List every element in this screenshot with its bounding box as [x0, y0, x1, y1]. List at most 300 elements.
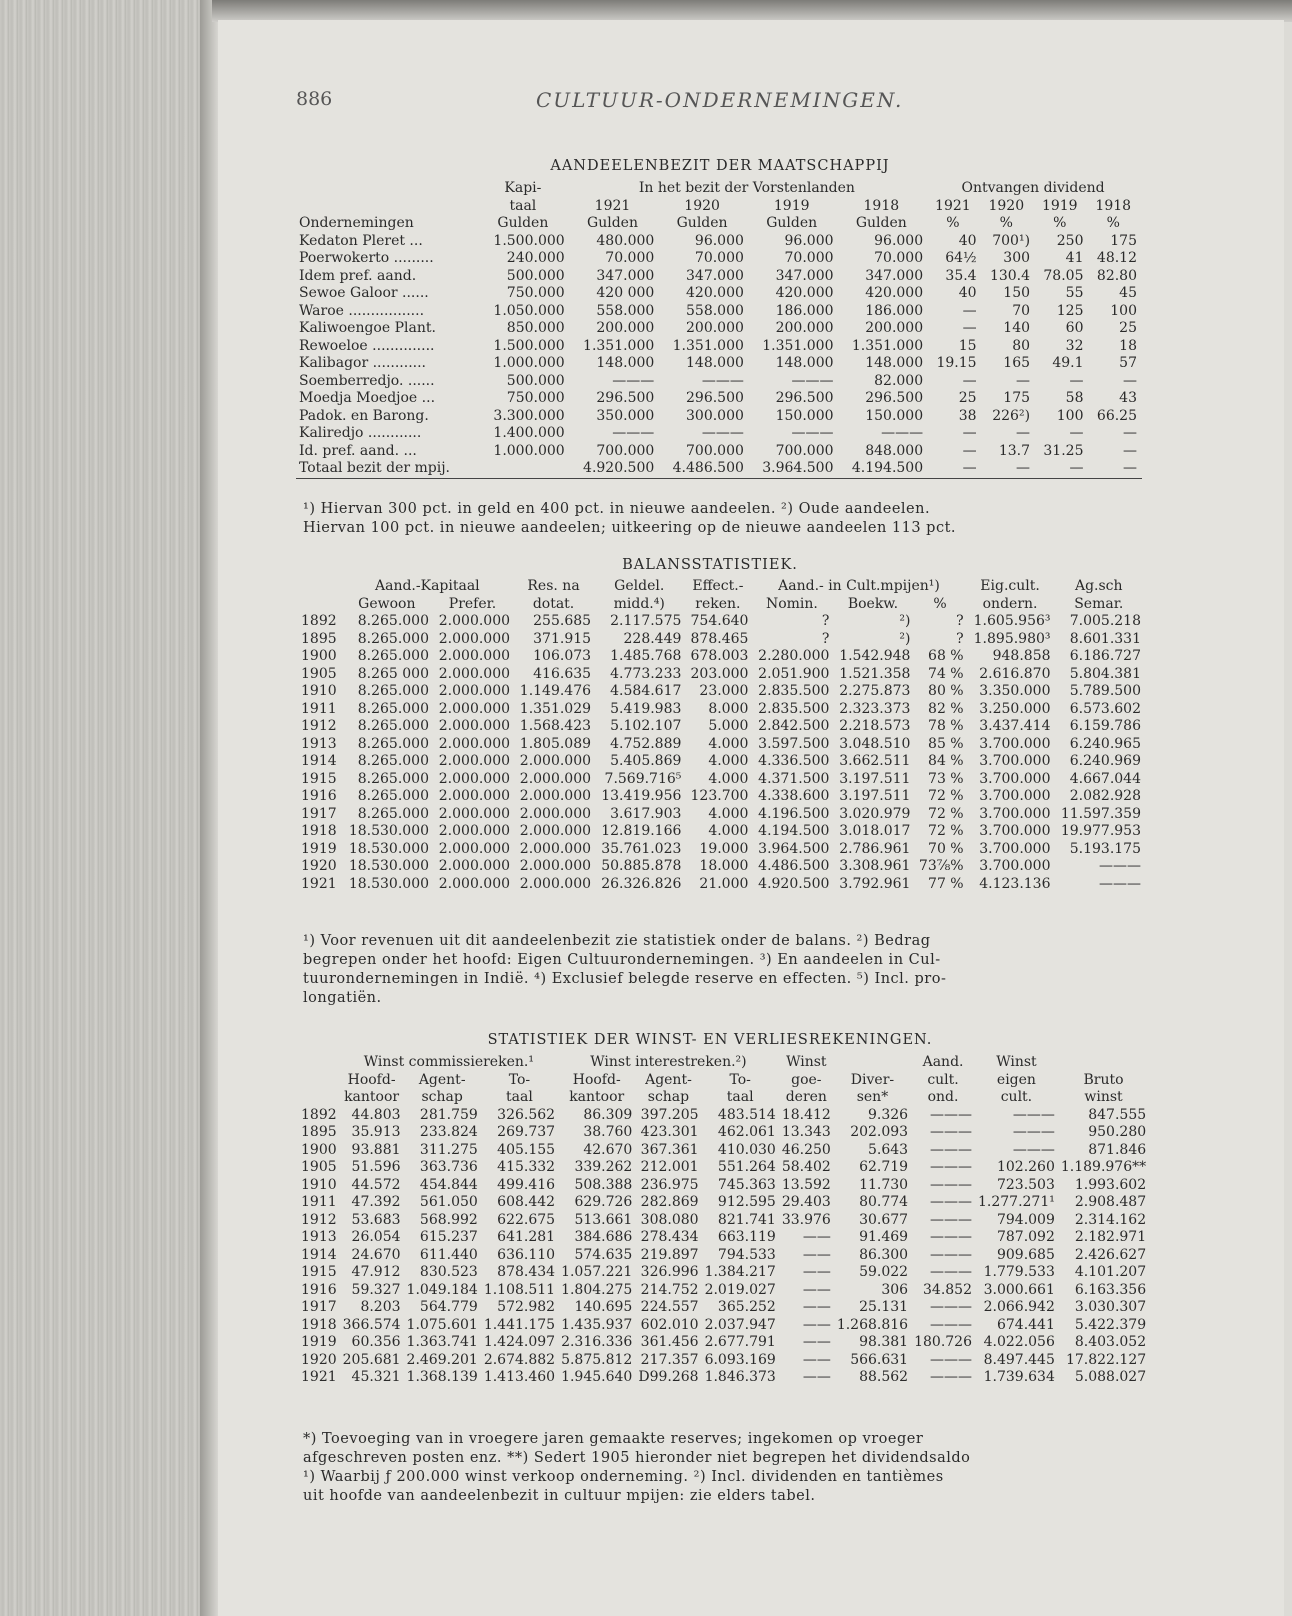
- table-cell: 1912: [301, 1211, 337, 1228]
- table-cell: 86.309: [583, 1106, 633, 1123]
- table-cell: 7.569.716⁵: [604, 770, 682, 787]
- table-cell: 1.149.476: [519, 683, 592, 699]
- table-cell: 2.842.500: [758, 718, 830, 734]
- table-cell: 1918: [1095, 197, 1132, 214]
- table-cell: 31.25: [1043, 442, 1084, 459]
- table-cell: 674.441: [996, 1316, 1055, 1333]
- table-cell: 224.557: [640, 1299, 699, 1315]
- header-row: [296, 215, 1140, 233]
- table-cell: 1910: [301, 683, 337, 699]
- table-cell: 212.001: [640, 1159, 699, 1175]
- table-cell: 43: [1119, 390, 1137, 406]
- table-cell: 40: [958, 232, 977, 249]
- page-number: 886: [296, 88, 333, 110]
- table-cell: 165: [1003, 355, 1031, 371]
- table-cell: Boekw.: [847, 595, 899, 612]
- table-cell: ——: [802, 1229, 831, 1245]
- table-cell: 18.530.000: [348, 823, 430, 839]
- table-cell: —: [1123, 372, 1137, 389]
- table-cell: 568.992: [419, 1211, 478, 1228]
- table-cell: 203.000: [690, 665, 749, 682]
- table-row: [298, 1177, 1149, 1195]
- table-cell: 2.019.027: [704, 1281, 776, 1298]
- table-cell: 2.000.000: [438, 823, 511, 839]
- table-cell: 17.822.127: [1065, 1351, 1147, 1368]
- table-row: [298, 1142, 1149, 1160]
- table-cell: 566.631: [850, 1351, 909, 1368]
- section-title-aandeelenbezit: AANDEELENBEZIT DER MAATSCHAPPIJ: [550, 158, 890, 174]
- table-cell: 1920: [301, 858, 337, 874]
- table-cell: ——: [802, 1264, 831, 1280]
- table-cell: Winst interestreken.²): [590, 1054, 747, 1070]
- table-cell: 4.486.500: [672, 460, 744, 476]
- table-cell: 24.670: [351, 1246, 401, 1263]
- table-cell: 2.835.500: [758, 683, 830, 699]
- table-cell: 219.897: [640, 1246, 699, 1263]
- table-cell: ondern.: [982, 595, 1038, 612]
- table-cell: 140: [1003, 320, 1031, 336]
- table-cell: 12.819.166: [601, 823, 682, 839]
- table-cell: 1914: [301, 753, 337, 769]
- table-cell: 1919: [301, 840, 337, 857]
- table-cell: 300.000: [686, 407, 744, 424]
- book-page-edges: [0, 0, 212, 1616]
- table-cell: 2.323.373: [839, 700, 911, 717]
- table-cell: 2.275.873: [839, 683, 911, 699]
- table-cell: 1921: [594, 197, 631, 214]
- table-row: [298, 1229, 1149, 1247]
- table-cell: 296.500: [596, 390, 655, 406]
- table-cell: ?: [956, 613, 964, 629]
- table-cell: 269.737: [497, 1124, 556, 1140]
- table-cell: 70.000: [605, 250, 655, 266]
- table-cell: ———: [1099, 875, 1141, 892]
- table-cell: Moedja Moedjoe ...: [299, 390, 436, 406]
- table-cell: 615.237: [419, 1229, 478, 1245]
- table-cell: 64½: [945, 250, 977, 266]
- table-cell: 236.975: [640, 1176, 699, 1193]
- table-cell: 70.000: [694, 250, 744, 266]
- table-cell: 281.759: [419, 1106, 478, 1123]
- table-cell: Aand.-Kapitaal: [375, 578, 480, 594]
- table-cell: ———: [930, 1141, 972, 1158]
- table-cell: 91.469: [859, 1229, 909, 1245]
- table-cell: 80: [1012, 337, 1031, 354]
- table-cell: 175: [1110, 232, 1137, 249]
- table-cell: 1.277.271¹: [978, 1194, 1055, 1210]
- table-row: [296, 355, 1140, 373]
- table-cell: 29.403: [781, 1194, 831, 1210]
- table-cell: 1.189.976**: [1060, 1159, 1147, 1175]
- table-cell: 57: [1119, 355, 1137, 371]
- table-cell: 1913: [301, 1229, 337, 1245]
- table-cell: ———: [930, 1229, 972, 1245]
- table-cell: 4.486.500: [758, 858, 830, 874]
- footnote-line: ¹) Waarbij ƒ 200.000 winst verkoop onderneming. ²) Incl. dividenden en tantièmes: [303, 1469, 944, 1485]
- table-cell: 66.25: [1096, 407, 1137, 424]
- table-cell: taal: [726, 1089, 754, 1105]
- table-cell: 33.976: [781, 1211, 831, 1228]
- table-cell: 366.574: [342, 1316, 401, 1333]
- table-cell: 1.779.533: [983, 1264, 1055, 1280]
- table-cell: [1058, 1054, 1149, 1072]
- table-cell: 2.000.000: [519, 788, 592, 804]
- table-row: [296, 285, 1140, 303]
- table-cell: 4.667.044: [1069, 770, 1141, 787]
- table-cell: 123.700: [690, 788, 749, 804]
- header-row: [298, 1089, 1149, 1107]
- table-cell: 5.405.869: [610, 753, 682, 769]
- table-cell: 1.351.000: [672, 337, 744, 354]
- table-cell: 35.761.023: [601, 840, 682, 857]
- table-cell: Kedaton Pleret ...: [299, 232, 423, 249]
- table-cell: 1.384.217: [704, 1264, 776, 1280]
- table-cell: 186.000: [775, 302, 834, 319]
- table-cell: ———: [1099, 858, 1141, 874]
- table-cell: 3.048.510: [839, 735, 911, 752]
- table-cell: 8.265.000: [357, 700, 430, 717]
- table-cell: Effect.-: [692, 578, 744, 594]
- table-cell: 8.203: [360, 1299, 401, 1315]
- table-cell: 750.000: [506, 285, 565, 301]
- table-cell: 462.061: [717, 1124, 776, 1140]
- table-cell: 347.000: [865, 267, 924, 284]
- table-cell: 8.497.445: [983, 1351, 1055, 1368]
- table-cell: 82.000: [874, 372, 924, 389]
- table-cell: 47.392: [351, 1194, 401, 1210]
- table-cell: 70.000: [874, 250, 924, 266]
- table-cell: schap: [421, 1089, 463, 1105]
- table-cell: 148.000: [686, 355, 744, 371]
- table-cell: ond.: [927, 1089, 959, 1105]
- header-row: [298, 1054, 1149, 1072]
- table-cell: ———: [930, 1299, 972, 1315]
- table-cell: 1920: [301, 1351, 337, 1368]
- table-cell: ———: [701, 372, 744, 389]
- table-cell: 1.521.358: [839, 665, 911, 682]
- table-cell: 1900: [301, 1141, 337, 1158]
- table-cell: 3.617.903: [610, 805, 682, 822]
- table-cell: 8.265.000: [357, 770, 430, 787]
- table-cell: 551.264: [717, 1159, 776, 1175]
- table-cell: 186.000: [865, 302, 924, 319]
- table-cell: 100: [1110, 302, 1137, 319]
- table-cell: 4.196.500: [758, 805, 830, 822]
- table-cell: 6.093.169: [704, 1351, 776, 1368]
- table-cell: 130.4: [989, 267, 1031, 284]
- table-cell: 53.683: [351, 1211, 401, 1228]
- table-cell: 1913: [301, 735, 337, 752]
- table-cell: 2.000.000: [438, 735, 511, 752]
- table-cell: 77 %: [928, 875, 964, 892]
- table-cell: 296.500: [865, 390, 924, 406]
- table-cell: Kapi-: [504, 180, 542, 196]
- total-rule: [296, 478, 1142, 479]
- table-cell: ———: [1012, 1106, 1055, 1123]
- table-cell: 1.424.097: [483, 1334, 556, 1350]
- table-cell: 68 %: [928, 648, 964, 664]
- table-cell: goe-: [791, 1071, 822, 1088]
- table-cell: 2.000.000: [519, 875, 592, 892]
- table-cell: 787.092: [996, 1229, 1055, 1245]
- table-cell: 2.674.882: [483, 1351, 556, 1368]
- table-cell: [834, 1054, 911, 1072]
- table-cell: 59.327: [351, 1281, 401, 1298]
- table-cell: reken.: [695, 595, 741, 612]
- table-row: [298, 823, 1144, 841]
- table-cell: ———: [1012, 1124, 1055, 1140]
- table-cell: Gulden: [587, 215, 638, 231]
- table-cell: 384.686: [574, 1229, 633, 1245]
- table-cell: 3.308.961: [839, 858, 911, 874]
- table-cell: 1919: [1041, 197, 1078, 214]
- table-cell: 96.000: [694, 232, 744, 249]
- table-cell: 19.15: [936, 355, 977, 371]
- table-cell: 26.054: [351, 1229, 401, 1245]
- table-cell: 42.670: [583, 1141, 633, 1158]
- table-cell: 93.881: [351, 1141, 401, 1158]
- table-cell: 2.280.000: [758, 648, 830, 664]
- table-row: [298, 1317, 1149, 1335]
- table-cell: Soemberredjo. ......: [299, 372, 435, 389]
- table-cell: %: [1106, 215, 1120, 231]
- table-cell: 7.005.218: [1069, 613, 1141, 629]
- table-cell: 2.182.971: [1074, 1229, 1147, 1245]
- table-cell: 200.000: [775, 320, 834, 336]
- header-row: [296, 198, 1140, 216]
- footnote-line: ¹) Voor revenuen uit dit aandeelenbezit zie statistiek onder de balans. ²) Bedrag: [303, 933, 931, 949]
- table-cell: 62.719: [859, 1159, 909, 1175]
- table-cell: 4.000: [708, 805, 749, 822]
- table-cell: 59.022: [859, 1264, 909, 1280]
- table-cell: 745.363: [717, 1176, 776, 1193]
- table-cell: 420.000: [775, 285, 834, 301]
- table-cell: 564.779: [419, 1299, 478, 1315]
- table-cell: 830.523: [419, 1264, 478, 1280]
- table-cell: [298, 578, 342, 596]
- footnote-line: Hiervan 100 pct. in nieuwe aandeelen; uitkeering op de nieuwe aandeelen 113 pct.: [303, 520, 957, 536]
- table-cell: 282.869: [640, 1194, 699, 1210]
- table-cell: 3.197.511: [839, 770, 911, 787]
- table-cell: 140.695: [574, 1299, 633, 1315]
- table-cell: 2.037.947: [704, 1316, 776, 1333]
- table-cell: Poerwokerto .........: [299, 250, 434, 266]
- table-cell: 2.000.000: [438, 788, 511, 804]
- table-cell: —: [962, 442, 977, 459]
- table-cell: 561.050: [419, 1194, 478, 1210]
- footnote-line: *) Toevoeging van in vroegere jaren gemaakte reserves; ingekomen op vroeger: [303, 1431, 924, 1447]
- table-cell: 4.338.600: [758, 788, 830, 804]
- header-row: [298, 1072, 1149, 1090]
- table-cell: 80 %: [928, 683, 964, 699]
- section-title-winst-verlies: STATISTIEK DER WINST- EN VERLIESREKENINGEN.: [487, 1032, 933, 1048]
- table-row: [298, 753, 1144, 771]
- table-cell: 347.000: [775, 267, 834, 284]
- table-cell: 3.700.000: [979, 770, 1051, 787]
- table-cell: 3.018.017: [839, 823, 911, 839]
- table-row: [296, 390, 1140, 408]
- table-cell: 2.000.000: [519, 753, 592, 769]
- table-cell: 4.920.500: [583, 460, 655, 476]
- table-cell: 3.437.414: [979, 718, 1051, 734]
- table-cell: Ondernemingen: [299, 215, 414, 231]
- table-cell: 38.760: [583, 1124, 633, 1140]
- table-cell: 3.700.000: [979, 753, 1051, 769]
- footnote-line: begrepen onder het hoofd: Eigen Cultuurondernemingen. ³) En aandeelen in Cul-: [303, 952, 941, 968]
- table-cell: Waroe .................: [299, 302, 425, 319]
- table-cell: 78.05: [1043, 267, 1084, 284]
- table-cell: 3.597.500: [758, 735, 830, 752]
- table-row: [298, 1352, 1149, 1370]
- table-cell: 296.500: [775, 390, 834, 406]
- table-cell: 513.661: [574, 1211, 633, 1228]
- table-cell: 4.000: [708, 770, 749, 787]
- table-cell: —: [962, 460, 977, 476]
- table-cell: 202.093: [850, 1124, 909, 1140]
- table-cell: 51.596: [351, 1159, 401, 1175]
- table-cell: —: [1016, 460, 1031, 476]
- table-cell: 150.000: [865, 407, 924, 424]
- page-header: [296, 88, 1156, 118]
- table-cell: 44.803: [351, 1106, 401, 1123]
- table-cell: 4.773.233: [610, 665, 682, 682]
- table-cell: ?: [821, 613, 830, 629]
- table-row: [298, 1194, 1149, 1212]
- table-cell: Kaliredjo ............: [299, 425, 422, 441]
- table-row: [296, 303, 1140, 321]
- table-cell: 6.240.965: [1069, 735, 1141, 752]
- table-cell: 1.351.000: [851, 337, 924, 354]
- table-cell: 255.685: [533, 613, 592, 629]
- table-cell: 102.260: [996, 1159, 1055, 1175]
- table-cell: 3.020.979: [839, 805, 911, 822]
- table-cell: 483.514: [717, 1106, 776, 1123]
- table-row: [298, 1299, 1149, 1317]
- table-row: [298, 701, 1144, 719]
- table-cell: 1919: [773, 197, 810, 214]
- table-cell: 2.000.000: [519, 805, 592, 822]
- table-cell: 5.088.027: [1074, 1369, 1147, 1385]
- table-cell: 367.361: [640, 1141, 699, 1158]
- table-cell: 1921: [935, 197, 971, 214]
- table-cell: 1.268.816: [836, 1316, 909, 1333]
- table-cell: 1.846.373: [704, 1369, 776, 1385]
- table-cell: 205.681: [342, 1351, 401, 1368]
- table-cell: ———: [612, 372, 655, 389]
- table-cell: 98.381: [859, 1334, 909, 1350]
- table-row: [298, 631, 1144, 649]
- table-row: [296, 373, 1140, 391]
- table-cell: 19.000: [699, 840, 749, 857]
- table-cell: 663.119: [717, 1229, 776, 1245]
- table-cell: ——: [802, 1351, 831, 1368]
- table-cell: 371.915: [533, 630, 592, 647]
- table-cell: 8.265.000: [357, 630, 430, 647]
- header-row: [298, 578, 1144, 596]
- table-cell: [296, 198, 478, 216]
- table-cell: 1.413.460: [483, 1369, 556, 1385]
- table-row: [296, 338, 1140, 356]
- table-cell: 233.824: [419, 1124, 478, 1140]
- table-cell: 72 %: [928, 788, 964, 804]
- table-cell: 4.123.136: [979, 875, 1051, 892]
- table-cell: 1918: [301, 823, 337, 839]
- table-cell: 96.000: [874, 232, 924, 249]
- table-row: [298, 1247, 1149, 1265]
- table-cell: Gewoon: [358, 595, 416, 612]
- table-cell: Id. pref. aand. ...: [299, 442, 417, 459]
- table-cell: 1918: [301, 1316, 337, 1333]
- table-cell: 4.920.500: [758, 875, 830, 892]
- table-cell: 878.465: [690, 630, 749, 647]
- table-cell: 1918: [863, 197, 900, 214]
- table-cell: 2.000.000: [438, 630, 511, 647]
- table-cell: 1900: [301, 648, 337, 664]
- table-cell: 4.000: [708, 735, 749, 752]
- table-cell: 2.908.487: [1074, 1194, 1147, 1210]
- table-cell: ——: [802, 1334, 831, 1350]
- table-cell: 1.500.000: [493, 232, 565, 249]
- table-row: [298, 736, 1144, 754]
- table-cell: 1.739.634: [983, 1369, 1055, 1385]
- table-cell: 217.357: [640, 1351, 699, 1368]
- table-cell: 1910: [301, 1176, 337, 1193]
- table-row: [298, 666, 1144, 684]
- table-cell: 70: [1012, 302, 1031, 319]
- table-cell: 602.010: [640, 1316, 699, 1333]
- table-cell: 912.595: [717, 1194, 776, 1210]
- table-cell: 2.000.000: [438, 648, 511, 664]
- table-cell: ———: [701, 425, 744, 441]
- table-cell: cult.: [927, 1071, 959, 1088]
- table-cell: 1.895.980³: [973, 630, 1051, 647]
- table-cell: 100: [1056, 407, 1084, 424]
- table-cell: ———: [930, 1124, 972, 1140]
- table-cell: 82 %: [928, 700, 964, 717]
- table-cell: 44.572: [351, 1176, 401, 1193]
- table-cell: 8.265.000: [357, 683, 430, 699]
- table-cell: Rewoeloe ..............: [299, 337, 435, 354]
- table-cell: 1.351.000: [762, 337, 834, 354]
- table-cell: 5.643: [868, 1141, 909, 1158]
- table-cell: To-: [729, 1071, 751, 1088]
- table-cell: 1.542.948: [839, 648, 911, 664]
- table-cell: —: [1123, 425, 1137, 441]
- table-cell: 1920: [684, 197, 720, 214]
- table-cell: 363.736: [419, 1159, 478, 1175]
- table-cell: 3.700.000: [979, 805, 1051, 822]
- table-cell: 3.300.000: [493, 407, 565, 424]
- table-cell: 2.000.000: [438, 858, 511, 874]
- table-cell: [298, 1072, 340, 1090]
- table-row: [298, 788, 1144, 806]
- table-cell: 871.846: [1088, 1141, 1147, 1158]
- table-cell: 13.343: [781, 1124, 831, 1140]
- table-cell: taal: [509, 197, 537, 214]
- table-cell: 21.000: [699, 875, 749, 892]
- table-cell: 6.159.786: [1069, 718, 1141, 734]
- table-cell: 2.000.000: [438, 700, 511, 717]
- table-cell: [298, 596, 342, 614]
- table-cell: Ag.sch: [1074, 578, 1123, 594]
- table-row: [298, 613, 1144, 631]
- table-cell: 30.677: [859, 1211, 909, 1228]
- table-cell: [298, 1054, 340, 1072]
- table-cell: 499.416: [497, 1176, 556, 1193]
- table-cell: 106.073: [533, 648, 592, 664]
- table-cell: 558.000: [686, 302, 744, 319]
- table-row: [296, 443, 1140, 461]
